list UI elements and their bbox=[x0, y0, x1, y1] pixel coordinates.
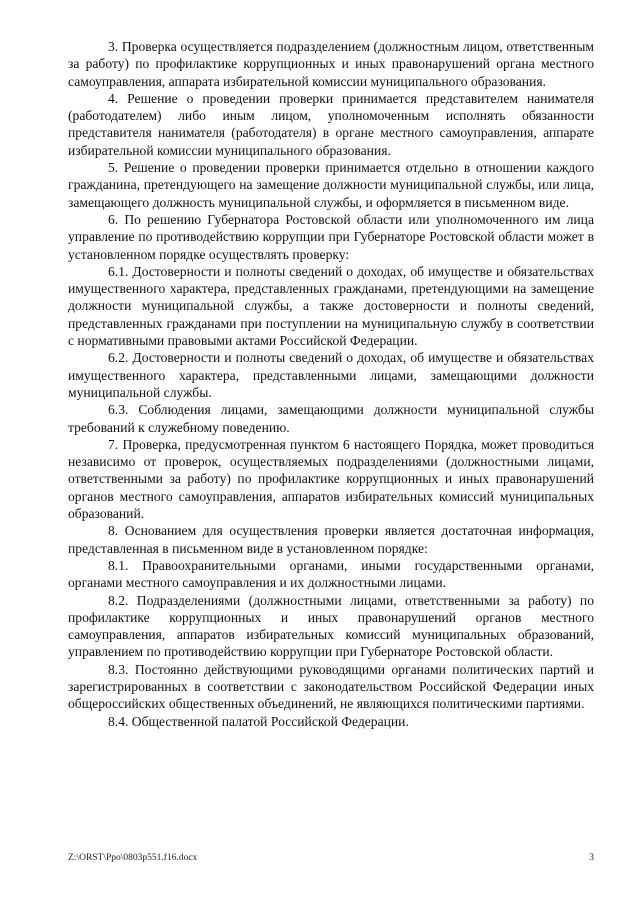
paragraph-6-1: 6.1. Достоверности и полноты сведений о доходах, об имуществе и обязательствах имущественного характера, представленных гражданами, претендующими на замещение должности муниципальной службы, а также достоверности и полноты сведений, представленных гражданами при поступлении на муниципальную службу в соответствии с нормативными правовыми актами Российской Федерации. bbox=[68, 263, 594, 349]
paragraph-7: 7. Проверка, предусмотренная пунктом 6 настоящего Порядка, может проводиться независимо от проверок, осуществляемых подразделениями (должностными лицами, ответственными за работу) по профилактике коррупционных и иных правонарушений органов местного самоуправления, аппаратов избирательных комиссий муниципальных образований. bbox=[68, 436, 594, 522]
paragraph-4: 4. Решение о проведении проверки принимается представителем нанимателя (работодателем) либо иным лицом, уполномоченным исполнять обязанности представителя нанимателя (работодателя) в органе местного самоуправления, аппарате избирательной комиссии муниципального образования. bbox=[68, 90, 594, 158]
document-body bbox=[68, 38, 594, 730]
paragraph-8-1: 8.1. Правоохранительными органами, иными государственными органами, органами местного самоуправления и их должностными лицами. bbox=[68, 557, 594, 591]
paragraph-6-3: 6.3. Соблюдения лицами, замещающими должности муниципальной службы требований к служебному поведению. bbox=[68, 402, 594, 435]
footer-page-number: 3 bbox=[589, 853, 594, 863]
paragraph-8-2: 8.2. Подразделениями (должностными лицами, ответственными за работу) по профилактике коррупционных и иных правонарушений органов местного самоуправления, аппаратов избирательных комиссий муниципальных образований, управлением по противодействию коррупции при Губернаторе Ростовской области. bbox=[68, 592, 594, 660]
paragraph-6-2: 6.2. Достоверности и полноты сведений о доходах, об имуществе и обязательствах имущественного характера, представленными лицами, замещающими должности муниципальной службы. bbox=[68, 350, 594, 400]
footer-file-path: Z:\ORST\Ppo\0803p551.f16.docx bbox=[68, 853, 198, 863]
paragraph-8-4: 8.4. Общественной палатой Российской Федерации. bbox=[108, 713, 409, 729]
paragraph-3: 3. Проверка осуществляется подразделением (должностным лицом, ответственным за работу) по профилактике коррупционных и иных правонарушений органа местного самоуправления, аппарата избирательной комиссии муниципального образования. bbox=[68, 39, 594, 89]
paragraph-8: 8. Основанием для осуществления проверки является достаточная информация, представленная в письменном виде в установленном порядке: bbox=[68, 523, 594, 556]
paragraph-8-3: 8.3. Постоянно действующими руководящими органами политических партий и зарегистрированных в соответствии с законодательством Российской Федерации иных общероссийских общественных объединений, не являющихся политическими партиями. bbox=[68, 661, 594, 712]
paragraph-6: 6. По решению Губернатора Ростовской области или уполномоченного им лица управление по противодействию коррупции при Губернаторе Ростовской области может в установленном порядке осуществлять проверку: bbox=[68, 211, 594, 262]
paragraph-5: 5. Решение о проведении проверки принимается отдельно в отношении каждого гражданина, претендующего на замещение должности муниципальной службы, или лица, замещающего должность муниципальной службы, и оформляется в письменном виде. bbox=[68, 160, 594, 210]
